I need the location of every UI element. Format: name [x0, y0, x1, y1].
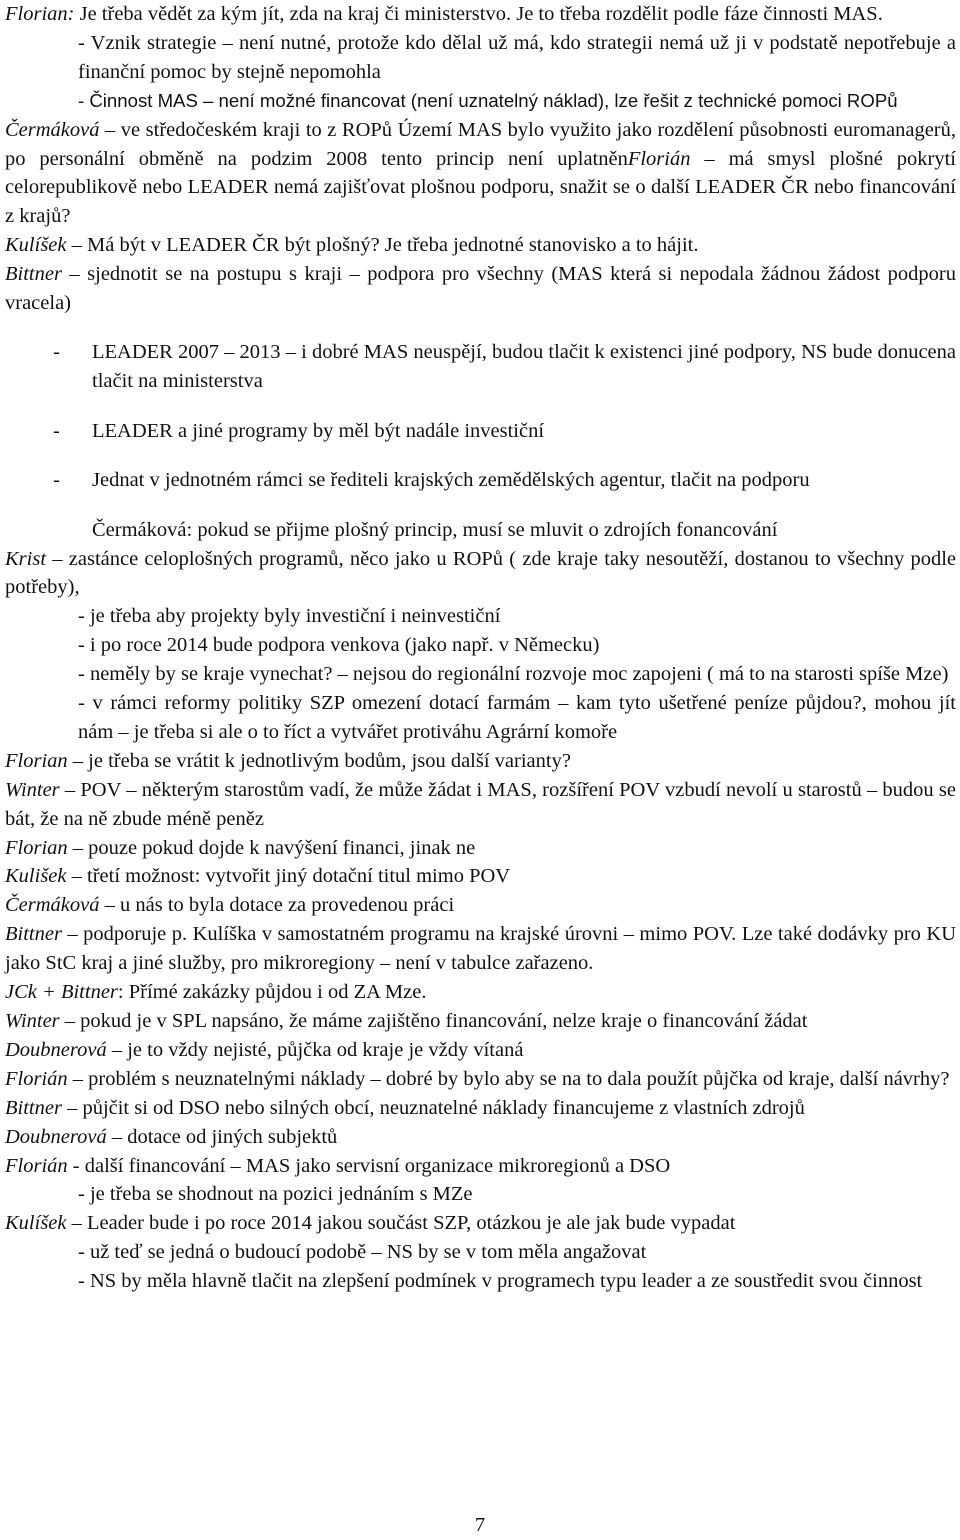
paragraph-text: – sjednotit se na postupu s kraji – podpora pro všechny (MAS která si nepodala žádnou žádost podporu vracela) [5, 263, 956, 315]
paragraph-cermakova [0, 891, 960, 920]
paragraph-kulisek [0, 862, 960, 891]
speaker-name: Florián [5, 1154, 68, 1177]
paragraph-doubnerova [0, 1123, 960, 1152]
speaker-name: Doubnerová [5, 1038, 107, 1061]
paragraph-text: – je to vždy nejisté, půjčka od kraje je vždy vítaná [106, 1038, 524, 1061]
paragraph-text: - už teď se jedná o budoucí podobě – NS by se v tom měla angažovat [78, 1241, 647, 1264]
paragraph-florian [0, 747, 960, 776]
list-item [0, 689, 960, 747]
speaker-name: Bittner [5, 1096, 62, 1119]
speaker-name: Florián [627, 147, 691, 170]
list-item [0, 466, 960, 495]
list-item [0, 1238, 960, 1267]
paragraph-text: – dotace od jiných subjektů [106, 1125, 338, 1148]
paragraph-text: – problém s neuznatelnými náklady – dobré by bylo aby se na to dala použít půjčka od kraje, další návrhy? [67, 1067, 950, 1090]
bullet-dash: - [53, 469, 60, 492]
note-cermakova [0, 516, 960, 545]
paragraph-cermakova [0, 116, 960, 232]
paragraph-krist [0, 545, 960, 603]
speaker-name: Bittner [5, 263, 62, 286]
speaker-name: Winter [5, 1010, 60, 1032]
paragraph-bittner [0, 260, 960, 318]
paragraph-bittner [0, 920, 960, 978]
speaker-name: Kulíšek [5, 1212, 67, 1235]
paragraph-text: – je třeba se vrátit k jednotlivým bodům, jsou další varianty? [67, 749, 571, 772]
speaker-name: Krist [5, 547, 47, 570]
paragraph-florian-intro [0, 0, 960, 29]
paragraph-text: - i po roce 2014 bude podpora venkova (jako např. v Německu) [78, 634, 600, 657]
paragraph-text: – má smysl plošné pokrytí celorepublikově nebo LEADER nemá zajišťovat plošnou podporu, snažit se o další LEADER ČR nebo financování z krajů? [5, 147, 956, 228]
list-item [0, 602, 960, 631]
paragraph-text: – Leader bude i po roce 2014 jakou součást SZP, otázkou je ale jak bude vypadat [66, 1212, 736, 1235]
paragraph-text: – půjčit si od DSO nebo silných obcí, neuznatelné náklady financujeme z vlastních zdrojů [61, 1096, 805, 1119]
paragraph-text: – Má být v LEADER ČR být plošný? Je třeba jednotné stanovisko a to hájit. [66, 234, 699, 257]
paragraph-text: - Činnost MAS – není možné financovat [78, 89, 411, 111]
speaker-name: JCk + Bittner [5, 981, 118, 1004]
speaker-name: Čermáková [5, 118, 100, 141]
paragraph-text: - v rámci reformy politiky SZP omezení dotací farmám – kam tyto ušetřené peníze půjdou?, mohou jít nám – je třeba si ale o to říct a vytvářet protiváhu Agrární komoře [78, 692, 956, 743]
paragraph-kulisek [0, 1209, 960, 1238]
paragraph-text: – u nás to byla dotace za provedenou práci [99, 894, 455, 917]
paragraph-text: Čermáková: pokud se přijme plošný princip, musí se mluvit o zdrojích fonancování [92, 518, 778, 541]
paragraph-text: - je třeba aby projekty byly investiční i neinvestiční [78, 605, 501, 628]
paragraph-winter [0, 1007, 960, 1036]
list-item [0, 631, 960, 660]
bullet-dash: - [53, 341, 60, 364]
paragraph-text: – ve středočeském kraji to z ROPů Území MAS bylo využito jako rozdělení působnosti euromanagerů, po personální obměně na podzim 2008 tento princip není uplatněn [5, 118, 956, 170]
speaker-name: Florian [5, 836, 68, 859]
paragraph-text: (není uznatelný náklad), lze řešit z technické pomoci ROPů [410, 89, 898, 111]
speaker-name: Čermáková [5, 894, 100, 917]
paragraph-florian [0, 1065, 960, 1094]
speaker-name: Kulišek [5, 865, 67, 888]
paragraph-text: Je třeba vědět za kým jít, zda na kraj či ministerstvo. Je to třeba rozdělit podle fáze činnosti MAS. [74, 3, 883, 25]
item-strategy [0, 29, 960, 87]
paragraph-text: – třetí možnost: vytvořit jiný dotační titul mimo POV [66, 865, 511, 888]
speaker-name: Florian: [5, 3, 75, 25]
paragraph-doubnerova [0, 1036, 960, 1065]
paragraph-text: – zastánce celoplošných programů, něco jako u ROPů ( zde kraje taky nesoutěží, dostanou to všechny podle potřeby), [5, 547, 956, 599]
speaker-name: Kulíšek [5, 234, 67, 257]
paragraph-kulisek [0, 231, 960, 260]
speaker-name: Winter [5, 778, 60, 801]
paragraph-bittner [0, 1094, 960, 1123]
paragraph-text: - další financování – MAS jako servisní organizace mikroregionů a DSO [67, 1154, 671, 1177]
paragraph-text: - je třeba se shodnout na pozici jednáním s MZe [78, 1183, 473, 1206]
bullet-dash: - [53, 419, 60, 442]
paragraph-text: – pokud je v SPL napsáno, že máme zajištěno financování, nelze kraje o financování žádat [59, 1010, 808, 1032]
list-item [0, 338, 960, 396]
paragraph-text: Jednat v jednotném rámci se řediteli krajských zemědělských agentur, tlačit na podporu [92, 469, 810, 492]
paragraph-text: : Přímé zakázky půjdou i od ZA Mze. [117, 981, 427, 1004]
speaker-name: Florian [5, 749, 68, 772]
paragraph-text: – POV – některým starostům vadí, že může žádat i MAS, rozšíření POV vzbudí nevolí u starostů – budou se bát, že na ně zbude méně peněz [5, 778, 956, 830]
speaker-name: Florián [5, 1067, 68, 1090]
item-mas-activity [0, 87, 960, 116]
paragraph-florian [0, 834, 960, 863]
list-item [0, 1180, 960, 1209]
paragraph-text: - Vznik strategie – není nutné, protože kdo dělal už má, kdo strategii nemá už ji v podstatě nepotřebuje a finanční pomoc by stejně nepomohla [78, 31, 956, 83]
list-item [0, 1267, 960, 1296]
speaker-name: Doubnerová [5, 1125, 107, 1148]
paragraph-jck-bittner [0, 978, 960, 1007]
paragraph-florian [0, 1152, 960, 1181]
paragraph-text: LEADER 2007 – 2013 – i dobré MAS neuspějí, budou tlačit k existenci jiné podpory, NS bude donucena tlačit na ministerstva [92, 341, 956, 393]
paragraph-text: – pouze pokud dojde k navýšení financi, jinak ne [67, 836, 476, 859]
speaker-name: Bittner [5, 923, 62, 946]
paragraph-text: LEADER a jiné programy by měl být nadále investiční [92, 419, 545, 442]
paragraph-text: – podporuje p. Kulíška v samostatném programu na krajské úrovni – mimo POV. Lze také dodávky pro KU jako StC kraj a jiné služby, pro mikroregiony – není v tabulce zařazeno. [5, 923, 956, 975]
paragraph-winter [0, 776, 960, 834]
list-item [0, 417, 960, 446]
page-number: 7 [474, 1514, 486, 1536]
paragraph-text: - NS by měla hlavně tlačit na zlepšení podmínek v programech typu leader a ze soustředit svou činnost [78, 1270, 923, 1293]
list-item [0, 660, 960, 689]
paragraph-text: - neměly by se kraje vynechat? – nejsou do regionální rozvoje moc zapojeni ( má to na starosti spíše Mze) [78, 663, 949, 686]
